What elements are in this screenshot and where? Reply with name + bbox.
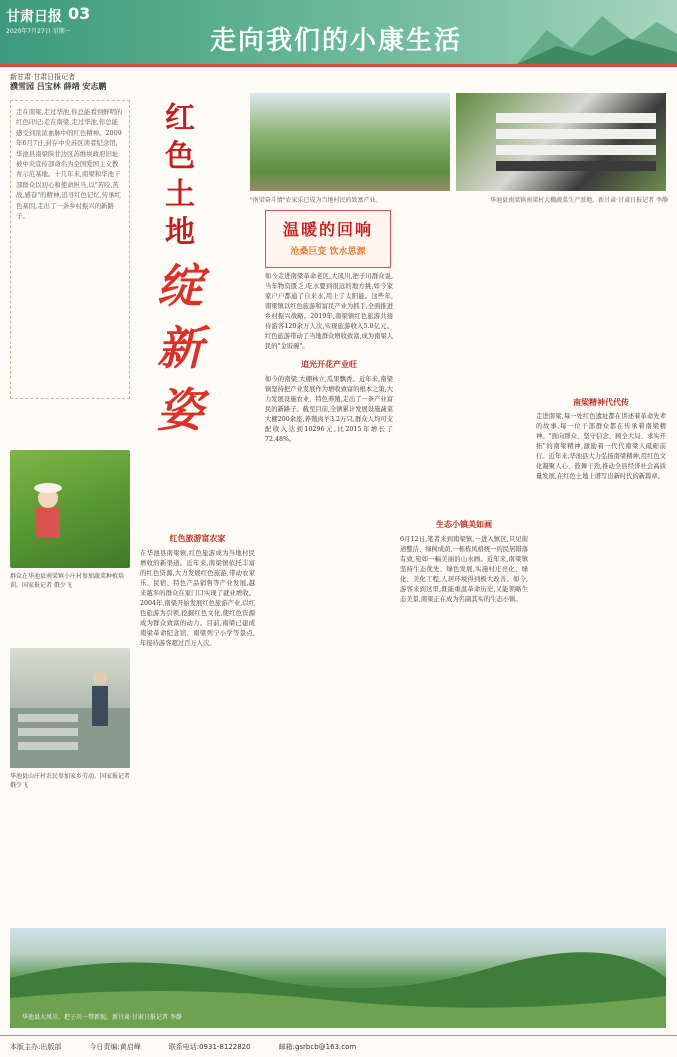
page-header bbox=[0, 0, 677, 64]
column-3-text: 如今的南梁,大棚林立,瓜果飘香。近年来,南梁镇坚持把产业发展作为增收致富的根本之策,大力发展设施农业、特色养殖,走出了一条产业富民的新路子。截至目前,全镇累计发展设施蔬菜大棚200余座,养殖肉羊3.2万只,群众人均可支配收入达到10296元,比2015年增长了72.48%。 bbox=[265, 376, 393, 443]
byline-org: 新甘肃·甘肃日报记者 bbox=[10, 73, 76, 81]
photo-greenhouse bbox=[456, 93, 666, 191]
footer-phone: 联系电话:0931-8122820 bbox=[168, 1042, 251, 1051]
page-footer bbox=[0, 1035, 677, 1057]
footer-email: 邮箱:gsrbcb@163.com bbox=[278, 1042, 357, 1051]
column-5-text: 走进南梁,每一处红色遗址都在讲述着革命先辈的故事,每一位干部群众都在传承着南梁精神。"面向群众、坚守信念、顾全大局、求实开拓"的南梁精神,激励着一代代南梁人砥砺前行。近年来,华池县大力弘扬南梁精神,用红色文化凝聚人心、鼓舞干劲,推动全县经济社会高质量发展,在红色土地上谱写出新时代的新篇章。 bbox=[536, 413, 666, 480]
photo2-caption: 华池县山庄村农民参加家乡劳动。国家报记者 俄少飞 bbox=[10, 773, 131, 789]
intro-box: 走在南梁,走过华池,你总能看到鲜明的红色印记;走在南梁,走过华池,你总能感受到浓浓血脉中的红色精神。2009年6月7日,封存中央苏区读者纪念馆,华池县南梁陕甘边区苏维埃政府旧址被中央宣传部命名为全国爱国主义教育示范基地。十几年来,南梁和华池干部群众以初心和使命担当,以"苦咬,苦战,感奋"的精神,追寻红色记忆,传承红色基因,走出了一条乡村振兴的新路子。 bbox=[10, 100, 130, 399]
section-heading-3: 生态小镇美如画 bbox=[436, 520, 492, 529]
column-2 bbox=[265, 272, 393, 912]
feature-title: 温暖的回响 bbox=[282, 220, 373, 239]
column-1-text: 在华池县南梁镇,红色旅游成为当地村民增收的新渠道。近年来,南梁镇依托丰富的红色资源,大力发展红色旅游,带动农家乐、民宿、特色产品销售等产业发展,越来越多的群众在家门口实现了就业增收。2004年,南梁开始发展红色旅游产业,以红色旅游为引领,挖掘红色文化,使红色资源成为群众致富的动力。目前,南梁已建成南梁革命纪念馆、南梁列宁小学等景点,年接待游客超过百万人次。 bbox=[140, 550, 255, 647]
byline-names: 濮雪园 吕宝林 薛靖 安志鹏 bbox=[10, 82, 107, 91]
feature-box bbox=[265, 210, 391, 268]
section-heading-1: 红色旅游富农家 bbox=[169, 534, 226, 543]
landscape-icon bbox=[517, 0, 677, 64]
top-photo-captions bbox=[250, 195, 668, 204]
feature-subtitle: 沧桑巨变 饮水思源 bbox=[290, 247, 366, 257]
photo-top2-caption: 华池县南梁镇南梁村大棚蔬菜生产基地。新甘肃·甘肃日报记者 李静 bbox=[490, 197, 668, 204]
photo-top1-caption: "南梁奋斗情"农家乐已成为当地村民的致富产业。 bbox=[250, 197, 382, 204]
panorama-caption: 华池县大凤川、把子川一带新貌。新甘肃·甘肃日报记者 李静 bbox=[22, 1014, 182, 1021]
column-4 bbox=[536, 412, 666, 912]
footer-daily-editor: 今日责编:黄启峰 bbox=[89, 1042, 141, 1051]
byline bbox=[10, 72, 130, 92]
headline-big: 绽新姿 bbox=[157, 259, 203, 437]
column-2-text: 如今走进南梁革命老区,大凤川,把子川群众说,当年物资匮乏,吃水要到很远的地方挑,如今家家户户都通了自来水,用上了太阳能。这些年,南梁镇以红色旅游和富民产业为抓手,全面推进乡村振兴战略。2019年,南梁镇红色旅游共接待游客120余万人次,实现旅游收入5.8亿元。红色旅游带动了当地群众增收致富,成为南梁人民的"金饭碗"。 bbox=[265, 273, 393, 350]
greenhouse-icon bbox=[456, 93, 666, 191]
section-heading-4: 南梁精神代代传 bbox=[573, 398, 629, 407]
column-1 bbox=[140, 530, 255, 910]
page-number: 03 bbox=[68, 4, 91, 23]
header-divider bbox=[0, 64, 677, 67]
column-3 bbox=[400, 210, 528, 912]
photo-training bbox=[10, 450, 130, 568]
left-column bbox=[10, 72, 130, 1032]
worker-icon bbox=[10, 648, 130, 768]
section-title: 走向我们的小康生活 bbox=[210, 26, 463, 56]
column-4-text: 6月12日,笔者来到南梁镇,一进入镇区,只见街道整洁、绿树成荫,一栋栋风格统一的民居错落有致,宛如一幅美丽的山水画。近年来,南梁镇坚持生态优先、绿色发展,实施村庄亮化、绿化、美化工程,人居环境得到极大改善。如今,游客来到这里,既能重温革命历史,又能领略生态美景,南梁正在成为名副其实的生态小镇。 bbox=[400, 536, 528, 603]
photo1-caption: 群众在华池县南梁镇小庄村参加蔬菜种植培训。国家报记者 俄少飞 bbox=[10, 573, 125, 589]
section-heading-2: 追光开花产业旺 bbox=[301, 360, 357, 369]
footer-editor: 本版主办:出版部 bbox=[10, 1042, 62, 1051]
photo-worker bbox=[10, 648, 130, 768]
photo-village bbox=[250, 93, 450, 191]
person-icon bbox=[10, 450, 130, 568]
headline-red: 红色土地 bbox=[165, 101, 195, 250]
masthead: 甘肃日报 bbox=[6, 9, 62, 25]
issue-date: 2020年7月27日 星期一 bbox=[6, 28, 71, 35]
